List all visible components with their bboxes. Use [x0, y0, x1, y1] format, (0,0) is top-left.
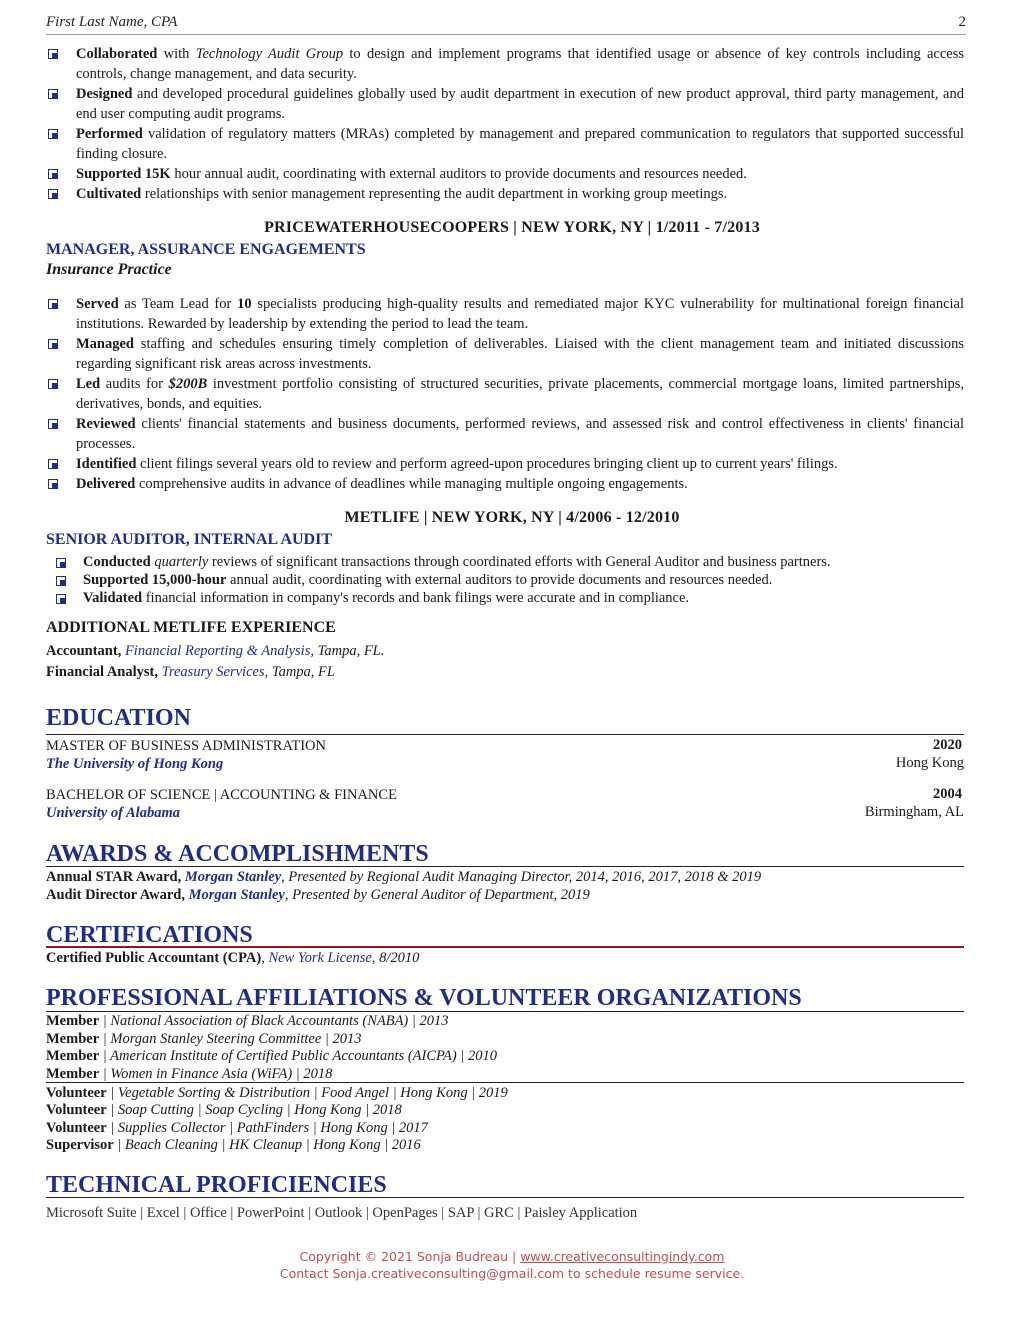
footer-link[interactable]: www.creativeconsultingindy.com: [520, 1249, 725, 1264]
footer-copyright: Copyright © 2021 Sonja Budreau | www.creativeconsultingindy.com: [299, 1249, 725, 1264]
section-rule: [46, 734, 964, 735]
header-name: First Last Name, CPA: [46, 14, 178, 30]
list-item: Performed validation of regulatory matters (MRAs) completed by management and prepared communication to regulators that supported successful finding closure.: [46, 124, 964, 164]
checkbox-bullet-icon: [48, 379, 58, 389]
additional-item: Financial Analyst, Treasury Services, Tampa, FL: [46, 664, 335, 680]
checkbox-bullet-icon: [56, 594, 66, 604]
role-title-pwc: MANAGER, ASSURANCE ENGAGEMENTS: [46, 241, 366, 258]
list-item: Managed staffing and schedules ensuring timely completion of deliverables. Liaised with the client management team and initiated discussions regarding significant risk areas across investments.: [46, 334, 964, 374]
list-item: Cultivated relationships with senior management representing the audit department in working group meetings.: [46, 184, 964, 204]
list-item: Conducted quarterly reviews of significant transactions through coordinated efforts with General Auditor and business partners.: [46, 553, 964, 571]
list-item: Delivered comprehensive audits in advance of deadlines while managing multiple ongoing engagements.: [46, 474, 964, 494]
membership-item: Member | Morgan Stanley Steering Committee | 2013: [46, 1031, 362, 1047]
checkbox-bullet-icon: [48, 89, 58, 99]
additional-experience-title: ADDITIONAL METLIFE EXPERIENCE: [46, 619, 336, 636]
technical-heading: TECHNICAL PROFICIENCIES: [46, 1172, 387, 1198]
school-location: Hong Kong: [895, 755, 964, 771]
list-item: Validated financial information in company's records and bank filings were accurate and in compliance.: [46, 589, 964, 607]
certification-item: Certified Public Accountant (CPA), New York License, 8/2010: [46, 950, 420, 966]
checkbox-bullet-icon: [48, 479, 58, 489]
education-heading: EDUCATION: [46, 705, 191, 731]
page-header: [46, 14, 966, 35]
checkbox-bullet-icon: [48, 459, 58, 469]
affiliations-heading: PROFESSIONAL AFFILIATIONS & VOLUNTEER ORGANIZATIONS: [46, 985, 802, 1011]
page-number: 2: [958, 14, 966, 30]
membership-item: Member | National Association of Black Accountants (NABA) | 2013: [46, 1013, 449, 1029]
degree-year: 2004: [933, 786, 962, 802]
list-item: Collaborated with Technology Audit Group to design and implement programs that identified usage or absence of key controls including access controls, change management, and data security.: [46, 44, 964, 84]
degree-year: 2020: [933, 737, 962, 753]
checkbox-bullet-icon: [48, 339, 58, 349]
checkbox-bullet-icon: [48, 189, 58, 199]
checkbox-bullet-icon: [56, 576, 66, 586]
list-item: Served as Team Lead for 10 specialists producing high-quality results and remediated major KYC vulnerability for multinational foreign financial institutions. Rewarded by leadership by extending the period to lead the team.: [46, 294, 964, 334]
company-metlife: METLIFE | NEW YORK, NY | 4/2006 - 12/2010: [344, 509, 680, 526]
checkbox-bullet-icon: [48, 419, 58, 429]
metlife-bullet-list: [46, 553, 964, 607]
footer: [0, 1248, 1024, 1282]
section-rule-red: [46, 946, 964, 948]
list-item: Supported 15K hour annual audit, coordinating with external auditors to provide documents and resources needed.: [46, 164, 964, 184]
company-pwc: PRICEWATERHOUSECOOPERS | NEW YORK, NY | 1/2011 - 7/2013: [264, 219, 760, 236]
list-item: Reviewed clients' financial statements and business documents, performed reviews, and assessed risk and control effectiveness in clients' financial processes.: [46, 414, 964, 454]
checkbox-bullet-icon: [48, 299, 58, 309]
top-bullet-list: [46, 44, 964, 204]
checkbox-bullet-icon: [48, 49, 58, 59]
school-name: University of Alabama: [46, 805, 180, 821]
list-item: Identified client filings several years old to review and perform agreed-upon procedures bringing client up to current years' filings.: [46, 454, 964, 474]
awards-heading: AWARDS & ACCOMPLISHMENTS: [46, 841, 429, 867]
section-rule: [46, 1197, 964, 1198]
list-item: Led audits for $200B investment portfolio consisting of structured securities, private placements, commercial mortgage loans, limited partnerships, derivatives, bonds, and equities.: [46, 374, 964, 414]
list-item: Supported 15,000-hour annual audit, coordinating with external auditors to provide documents and resources needed.: [46, 571, 964, 589]
membership-item: Member | Women in Finance Asia (WiFA) | 2018: [46, 1066, 333, 1082]
role-title-metlife: SENIOR AUDITOR, INTERNAL AUDIT: [46, 531, 332, 548]
volunteer-item: Volunteer | Supplies Collector | PathFinders | Hong Kong | 2017: [46, 1120, 428, 1136]
volunteer-item: Volunteer | Soap Cutting | Soap Cycling | Hong Kong | 2018: [46, 1102, 402, 1118]
award-item: Audit Director Award, Morgan Stanley, Presented by General Auditor of Department, 2019: [46, 887, 590, 903]
degree-mba: MASTER OF BUSINESS ADMINISTRATION: [46, 738, 326, 754]
volunteer-item: Volunteer | Vegetable Sorting & Distribution | Food Angel | Hong Kong | 2019: [46, 1085, 508, 1101]
footer-contact: Contact Sonja.creativeconsulting@gmail.com to schedule resume service.: [279, 1266, 745, 1281]
membership-item: Member | American Institute of Certified Public Accountants (AICPA) | 2010: [46, 1048, 497, 1064]
section-rule: [46, 1082, 964, 1083]
additional-item: Accountant, Financial Reporting & Analysis, Tampa, FL.: [46, 643, 385, 659]
practice-label: Insurance Practice: [46, 261, 172, 278]
checkbox-bullet-icon: [48, 169, 58, 179]
checkbox-bullet-icon: [56, 558, 66, 568]
degree-bs: BACHELOR OF SCIENCE | ACCOUNTING & FINANCE: [46, 787, 397, 803]
pwc-bullet-list: [46, 294, 964, 494]
checkbox-bullet-icon: [48, 129, 58, 139]
school-name: The University of Hong Kong: [46, 756, 224, 772]
certifications-heading: CERTIFICATIONS: [46, 922, 253, 948]
school-location: Birmingham, AL: [864, 804, 964, 820]
award-item: Annual STAR Award, Morgan Stanley, Presented by Regional Audit Managing Director, 2014, 2016, 2017, 2018 & 2019: [46, 869, 762, 885]
list-item: Designed and developed procedural guidelines globally used by audit department in execution of new product approval, third party management, and end user computing audit programs.: [46, 84, 964, 124]
section-rule: [46, 866, 964, 867]
technical-skills: Microsoft Suite | Excel | Office | PowerPoint | Outlook | OpenPages | SAP | GRC | Paisley Application: [46, 1205, 638, 1221]
volunteer-item: Supervisor | Beach Cleaning | HK Cleanup | Hong Kong | 2016: [46, 1137, 421, 1153]
